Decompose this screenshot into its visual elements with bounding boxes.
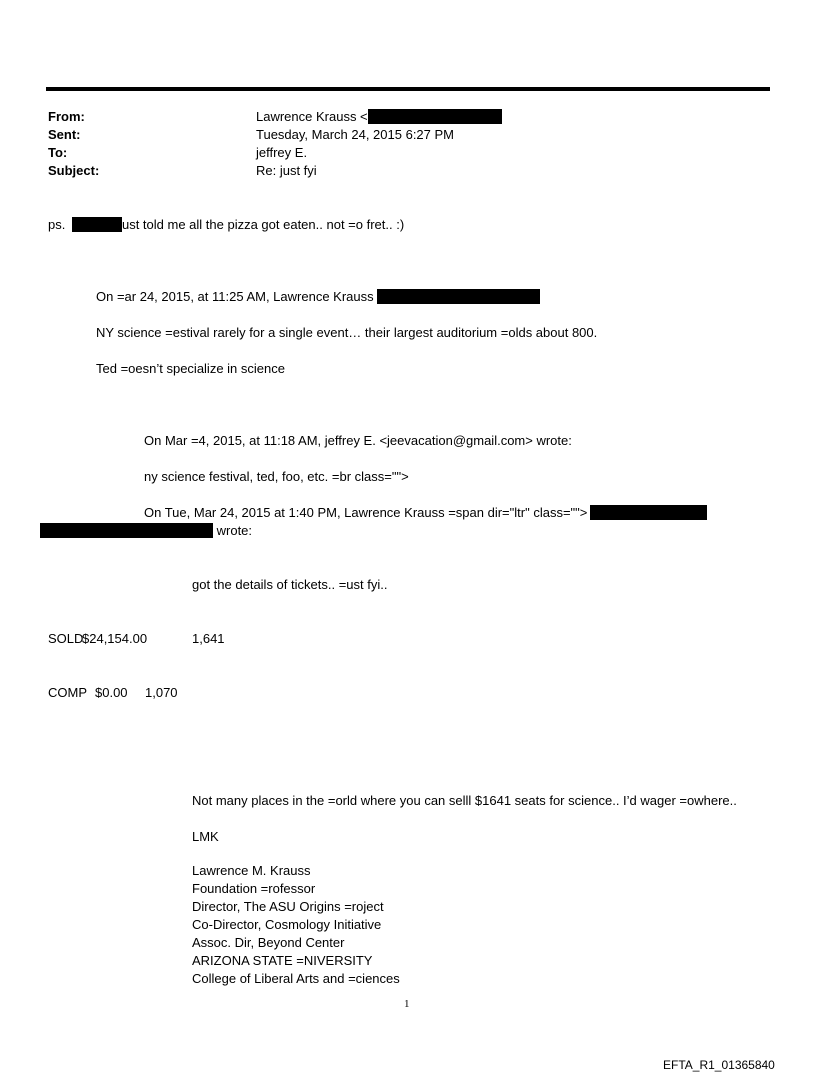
sold-amount: $24,154.00 [82,631,148,646]
from-name: Lawrence Krauss < [256,109,368,124]
signature-line: Co-Director, Cosmology Initiative [192,917,382,932]
ps-prefix: ps. [48,217,66,232]
sold-label: SOLD [48,631,84,646]
ps-text: ust told me all the pizza got eaten.. not =o fret.. :) [121,217,405,232]
document-id: EFTA_R1_01365840 [663,1058,775,1072]
to-value: jeffrey E. [256,145,308,160]
quote3-intro [144,504,707,521]
subject-label: Subject: [48,163,100,178]
quote2-line1: ny science festival, ted, foo, etc. =br class=""> [144,469,409,484]
redaction-box [368,109,502,124]
ps-line [48,216,404,233]
quote2-intro: On Mar =4, 2015, at 11:18 AM, jeffrey E. <jeevacation@gmail.com> wrote: [144,433,572,448]
signature-line: Foundation =rofessor [192,881,316,896]
to-label: To: [48,145,68,160]
comp-count: 1,070 [145,685,178,700]
signature-line: ARIZONA STATE =NIVERSITY [192,953,373,968]
redaction-box [377,289,540,304]
from-label: From: [48,109,85,124]
quote3-wrote: wrote: [216,523,253,538]
from-value [256,108,502,125]
signature-line: Assoc. Dir, Beyond Center [192,935,345,950]
quote1-line1: NY science =estival rarely for a single event… their largest auditorium =olds about 800. [96,325,598,340]
quote3-intro-text: On Tue, Mar 24, 2015 at 1:40 PM, Lawrence Krauss =span dir="ltr" class=""> [144,505,588,520]
signature-block [192,862,400,988]
sent-value: Tuesday, March 24, 2015 6:27 PM [256,127,454,142]
quote1-intro-text: On =ar 24, 2015, at 11:25 AM, Lawrence Krauss [96,289,374,304]
page-number: 1 [404,998,410,1010]
redaction-box [590,505,707,520]
sold-count: 1,641 [192,631,225,646]
comp-amount: $0.00 [95,685,128,700]
tickets-line: got the details of tickets.. =ust fyi.. [192,577,388,592]
signature-line: Lawrence M. Krauss [192,863,311,878]
lmk: LMK [192,829,219,844]
header-rule [46,87,770,91]
quote1-line2: Ted =oesn’t specialize in science [96,361,285,376]
signature-line: Director, The ASU Origins =roject [192,899,384,914]
redaction-box [40,523,213,538]
subject-value: Re: just fyi [256,163,317,178]
redaction-box [72,217,122,232]
comp-label: COMP [48,685,87,700]
sent-label: Sent: [48,127,81,142]
quote1-intro [96,288,540,305]
closing-line: Not many places in the =orld where you can selll $1641 seats for science.. I’d wager =owhere.. [192,793,737,808]
quote3-wrote-line [40,522,252,539]
signature-line: College of Liberal Arts and =ciences [192,971,400,986]
